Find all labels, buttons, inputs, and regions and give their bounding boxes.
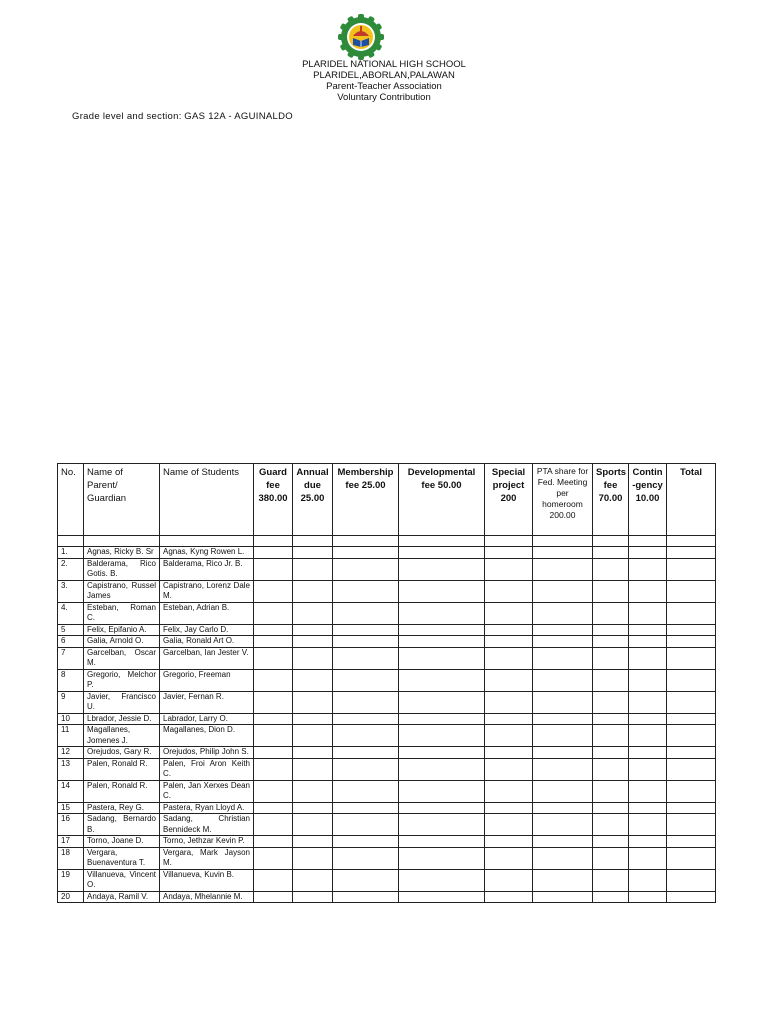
contingency-cell[interactable] — [629, 636, 667, 648]
developmental-fee-cell[interactable] — [399, 780, 485, 802]
empty-cell — [84, 536, 160, 547]
annual-due-cell[interactable] — [293, 725, 333, 747]
total-cell[interactable] — [667, 558, 716, 580]
guard-fee-cell[interactable] — [254, 580, 293, 602]
parent-name-cell: Balderama, Rico Gotis. B. — [84, 558, 160, 580]
table-header-row — [58, 464, 716, 536]
school-name: PLARIDEL NATIONAL HIGH SCHOOL — [302, 59, 466, 70]
pta-share-cell[interactable] — [533, 891, 593, 903]
guard-fee-cell[interactable] — [254, 713, 293, 725]
table-row — [58, 891, 716, 903]
special-project-cell[interactable] — [485, 636, 533, 648]
guard-fee-cell[interactable] — [254, 624, 293, 636]
table-row — [58, 814, 716, 836]
sports-fee-cell[interactable] — [593, 869, 629, 891]
student-name-cell: Vergara, Mark Jayson M. — [160, 847, 254, 869]
annual-due-cell[interactable] — [293, 602, 333, 624]
special-project-cell[interactable] — [485, 836, 533, 848]
contingency-cell[interactable] — [629, 580, 667, 602]
row-number-cell: 19 — [58, 869, 84, 891]
table-row — [58, 713, 716, 725]
guard-fee-cell[interactable] — [254, 836, 293, 848]
total-cell[interactable] — [667, 802, 716, 814]
parent-name-cell: Magallanes, Jomenes J. — [84, 725, 160, 747]
developmental-fee-cell[interactable] — [399, 691, 485, 713]
sports-fee-cell[interactable] — [593, 636, 629, 648]
row-number-cell: 12 — [58, 747, 84, 759]
total-cell[interactable] — [667, 747, 716, 759]
pta-share-cell[interactable] — [533, 624, 593, 636]
membership-fee-cell[interactable] — [333, 725, 399, 747]
guard-fee-cell[interactable] — [254, 747, 293, 759]
developmental-fee-cell[interactable] — [399, 624, 485, 636]
pta-share-cell[interactable] — [533, 547, 593, 559]
row-number-cell: 17 — [58, 836, 84, 848]
student-name-cell: Torno, Jethzar Kevin P. — [160, 836, 254, 848]
student-name-cell: Capistrano, Lorenz Dale M. — [160, 580, 254, 602]
developmental-fee-cell[interactable] — [399, 547, 485, 559]
association-name: Parent-Teacher Association — [326, 81, 442, 92]
row-number-cell: 18 — [58, 847, 84, 869]
special-project-cell[interactable] — [485, 558, 533, 580]
contingency-cell[interactable] — [629, 802, 667, 814]
parent-name-cell: Agnas, Ricky B. Sr — [84, 547, 160, 559]
table-row — [58, 624, 716, 636]
contingency-cell[interactable] — [629, 624, 667, 636]
membership-fee-cell[interactable] — [333, 558, 399, 580]
grade-section-label: Grade level and section: — [72, 111, 182, 122]
total-cell[interactable] — [667, 636, 716, 648]
parent-name-cell: Orejudos, Gary R. — [84, 747, 160, 759]
pta-share-cell[interactable] — [533, 558, 593, 580]
table-row — [58, 602, 716, 624]
document-subtitle: Voluntary Contribution — [337, 92, 431, 103]
parent-name-cell: Garcelban, Oscar M. — [84, 647, 160, 669]
student-name-cell: Magallanes, Dion D. — [160, 725, 254, 747]
developmental-fee-cell[interactable] — [399, 580, 485, 602]
developmental-fee-cell[interactable] — [399, 802, 485, 814]
parent-name-cell: Capistrano, Russel James — [84, 580, 160, 602]
membership-fee-cell[interactable] — [333, 713, 399, 725]
empty-cell — [485, 536, 533, 547]
parent-name-cell: Galia, Arnold O. — [84, 636, 160, 648]
header-parent: Name of Parent/ Guardian — [84, 464, 160, 536]
contingency-cell[interactable] — [629, 869, 667, 891]
header-sports-fee: Sports fee 70.00 — [593, 464, 629, 536]
pta-share-cell[interactable] — [533, 691, 593, 713]
pta-share-cell[interactable] — [533, 725, 593, 747]
total-cell[interactable] — [667, 847, 716, 869]
school-address: PLARIDEL,ABORLAN,PALAWAN — [313, 70, 455, 81]
table-row — [58, 847, 716, 869]
table-row — [58, 802, 716, 814]
guard-fee-cell[interactable] — [254, 636, 293, 648]
annual-due-cell[interactable] — [293, 891, 333, 903]
annual-due-cell[interactable] — [293, 558, 333, 580]
contingency-cell[interactable] — [629, 847, 667, 869]
student-name-cell: Agnas, Kyng Rowen L. — [160, 547, 254, 559]
sports-fee-cell[interactable] — [593, 547, 629, 559]
table-row — [58, 747, 716, 759]
contingency-cell[interactable] — [629, 725, 667, 747]
header-membership-fee: Membership fee 25.00 — [333, 464, 399, 536]
pta-share-cell[interactable] — [533, 758, 593, 780]
sports-fee-cell[interactable] — [593, 758, 629, 780]
pta-share-cell[interactable] — [533, 780, 593, 802]
special-project-cell[interactable] — [485, 847, 533, 869]
empty-cell — [58, 536, 84, 547]
header-guard-fee: Guard fee 380.00 — [254, 464, 293, 536]
guard-fee-cell[interactable] — [254, 869, 293, 891]
special-project-cell[interactable] — [485, 602, 533, 624]
pta-share-cell[interactable] — [533, 713, 593, 725]
developmental-fee-cell[interactable] — [399, 558, 485, 580]
total-cell[interactable] — [667, 780, 716, 802]
parent-name-cell: Villanueva, Vincent O. — [84, 869, 160, 891]
document-header — [0, 59, 768, 103]
sports-fee-cell[interactable] — [593, 624, 629, 636]
guard-fee-cell[interactable] — [254, 780, 293, 802]
header-special-project: Special project 200 — [485, 464, 533, 536]
developmental-fee-cell[interactable] — [399, 647, 485, 669]
guard-fee-cell[interactable] — [254, 814, 293, 836]
total-cell[interactable] — [667, 814, 716, 836]
row-number-cell: 7 — [58, 647, 84, 669]
special-project-cell[interactable] — [485, 624, 533, 636]
contingency-cell[interactable] — [629, 780, 667, 802]
contingency-cell[interactable] — [629, 669, 667, 691]
special-project-cell[interactable] — [485, 758, 533, 780]
contingency-cell[interactable] — [629, 747, 667, 759]
membership-fee-cell[interactable] — [333, 669, 399, 691]
student-name-cell: Labrador, Larry O. — [160, 713, 254, 725]
header-contingency: Contin -gency 10.00 — [629, 464, 667, 536]
student-name-cell: Andaya, Mhelannie M. — [160, 891, 254, 903]
sports-fee-cell[interactable] — [593, 891, 629, 903]
guard-fee-cell[interactable] — [254, 891, 293, 903]
header-pta-share: PTA share for Fed. Meeting per homeroom 200.00 — [533, 464, 593, 536]
guard-fee-cell[interactable] — [254, 847, 293, 869]
special-project-cell[interactable] — [485, 780, 533, 802]
guard-fee-cell[interactable] — [254, 758, 293, 780]
guard-fee-cell[interactable] — [254, 725, 293, 747]
sports-fee-cell[interactable] — [593, 780, 629, 802]
school-seal-icon — [338, 14, 384, 60]
contingency-cell[interactable] — [629, 547, 667, 559]
developmental-fee-cell[interactable] — [399, 869, 485, 891]
special-project-cell[interactable] — [485, 713, 533, 725]
membership-fee-cell[interactable] — [333, 847, 399, 869]
parent-name-cell: Felix, Epifanio A. — [84, 624, 160, 636]
membership-fee-cell[interactable] — [333, 647, 399, 669]
student-name-cell: Felix, Jay Carlo D. — [160, 624, 254, 636]
annual-due-cell[interactable] — [293, 836, 333, 848]
annual-due-cell[interactable] — [293, 713, 333, 725]
guard-fee-cell[interactable] — [254, 802, 293, 814]
membership-fee-cell[interactable] — [333, 580, 399, 602]
header-student: Name of Students — [160, 464, 254, 536]
developmental-fee-cell[interactable] — [399, 891, 485, 903]
table-row — [58, 758, 716, 780]
total-cell[interactable] — [667, 869, 716, 891]
membership-fee-cell[interactable] — [333, 814, 399, 836]
guard-fee-cell[interactable] — [254, 669, 293, 691]
pta-share-cell[interactable] — [533, 669, 593, 691]
sports-fee-cell[interactable] — [593, 713, 629, 725]
table-row — [58, 725, 716, 747]
table-spacer-row — [58, 536, 716, 547]
parent-name-cell: Gregorio, Melchor P. — [84, 669, 160, 691]
parent-name-cell: Pastera, Rey G. — [84, 802, 160, 814]
parent-name-cell: Sadang, Bernardo B. — [84, 814, 160, 836]
student-name-cell: Sadang, Christian Bennideck M. — [160, 814, 254, 836]
parent-name-cell: Javier, Francisco U. — [84, 691, 160, 713]
empty-cell — [333, 536, 399, 547]
total-cell[interactable] — [667, 647, 716, 669]
annual-due-cell[interactable] — [293, 869, 333, 891]
sports-fee-cell[interactable] — [593, 647, 629, 669]
contingency-cell[interactable] — [629, 602, 667, 624]
membership-fee-cell[interactable] — [333, 602, 399, 624]
table-row — [58, 547, 716, 559]
contingency-cell[interactable] — [629, 758, 667, 780]
annual-due-cell[interactable] — [293, 758, 333, 780]
annual-due-cell[interactable] — [293, 691, 333, 713]
developmental-fee-cell[interactable] — [399, 713, 485, 725]
table-row — [58, 636, 716, 648]
annual-due-cell[interactable] — [293, 624, 333, 636]
membership-fee-cell[interactable] — [333, 624, 399, 636]
sports-fee-cell[interactable] — [593, 802, 629, 814]
annual-due-cell[interactable] — [293, 780, 333, 802]
parent-name-cell: Torno, Joane D. — [84, 836, 160, 848]
contribution-table — [57, 463, 716, 903]
annual-due-cell[interactable] — [293, 747, 333, 759]
contingency-cell[interactable] — [629, 814, 667, 836]
developmental-fee-cell[interactable] — [399, 814, 485, 836]
student-name-cell: Orejudos, Philip John S. — [160, 747, 254, 759]
grade-section-value: GAS 12A - AGUINALDO — [184, 111, 293, 122]
total-cell[interactable] — [667, 891, 716, 903]
empty-cell — [293, 536, 333, 547]
membership-fee-cell[interactable] — [333, 691, 399, 713]
membership-fee-cell[interactable] — [333, 836, 399, 848]
developmental-fee-cell[interactable] — [399, 602, 485, 624]
student-name-cell: Palen, Froi Aron Keith C. — [160, 758, 254, 780]
header-total: Total — [667, 464, 716, 536]
annual-due-cell[interactable] — [293, 847, 333, 869]
pta-share-cell[interactable] — [533, 602, 593, 624]
total-cell[interactable] — [667, 758, 716, 780]
student-name-cell: Galia, Ronald Art O. — [160, 636, 254, 648]
row-number-cell: 1. — [58, 547, 84, 559]
total-cell[interactable] — [667, 602, 716, 624]
row-number-cell: 2. — [58, 558, 84, 580]
empty-cell — [254, 536, 293, 547]
total-cell[interactable] — [667, 713, 716, 725]
row-number-cell: 5 — [58, 624, 84, 636]
empty-cell — [399, 536, 485, 547]
special-project-cell[interactable] — [485, 580, 533, 602]
row-number-cell: 8 — [58, 669, 84, 691]
student-name-cell: Esteban, Adrian B. — [160, 602, 254, 624]
parent-name-cell: Palen, Ronald R. — [84, 780, 160, 802]
student-name-cell: Palen, Jan Xerxes Dean C. — [160, 780, 254, 802]
sports-fee-cell[interactable] — [593, 814, 629, 836]
membership-fee-cell[interactable] — [333, 547, 399, 559]
membership-fee-cell[interactable] — [333, 780, 399, 802]
empty-cell — [667, 536, 716, 547]
contingency-cell[interactable] — [629, 558, 667, 580]
sports-fee-cell[interactable] — [593, 836, 629, 848]
developmental-fee-cell[interactable] — [399, 747, 485, 759]
membership-fee-cell[interactable] — [333, 869, 399, 891]
row-number-cell: 3. — [58, 580, 84, 602]
pta-share-cell[interactable] — [533, 647, 593, 669]
membership-fee-cell[interactable] — [333, 802, 399, 814]
total-cell[interactable] — [667, 725, 716, 747]
total-cell[interactable] — [667, 624, 716, 636]
contingency-cell[interactable] — [629, 647, 667, 669]
total-cell[interactable] — [667, 547, 716, 559]
developmental-fee-cell[interactable] — [399, 758, 485, 780]
special-project-cell[interactable] — [485, 647, 533, 669]
developmental-fee-cell[interactable] — [399, 669, 485, 691]
parent-name-cell: Esteban, Roman C. — [84, 602, 160, 624]
contingency-cell[interactable] — [629, 713, 667, 725]
annual-due-cell[interactable] — [293, 636, 333, 648]
header-no: No. — [58, 464, 84, 536]
parent-name-cell: Palen, Ronald R. — [84, 758, 160, 780]
table-row — [58, 558, 716, 580]
table-row — [58, 780, 716, 802]
sports-fee-cell[interactable] — [593, 558, 629, 580]
special-project-cell[interactable] — [485, 869, 533, 891]
row-number-cell: 9 — [58, 691, 84, 713]
developmental-fee-cell[interactable] — [399, 847, 485, 869]
special-project-cell[interactable] — [485, 891, 533, 903]
parent-name-cell: Lbrador, Jessie D. — [84, 713, 160, 725]
developmental-fee-cell[interactable] — [399, 836, 485, 848]
special-project-cell[interactable] — [485, 814, 533, 836]
student-name-cell: Garcelban, Ian Jester V. — [160, 647, 254, 669]
guard-fee-cell[interactable] — [254, 602, 293, 624]
row-number-cell: 10 — [58, 713, 84, 725]
annual-due-cell[interactable] — [293, 802, 333, 814]
header-developmental-fee: Developmental fee 50.00 — [399, 464, 485, 536]
guard-fee-cell[interactable] — [254, 647, 293, 669]
total-cell[interactable] — [667, 669, 716, 691]
total-cell[interactable] — [667, 691, 716, 713]
parent-name-cell: Andaya, Ramil V. — [84, 891, 160, 903]
row-number-cell: 20 — [58, 891, 84, 903]
table-row — [58, 580, 716, 602]
table-row — [58, 647, 716, 669]
pta-share-cell[interactable] — [533, 814, 593, 836]
contingency-cell[interactable] — [629, 891, 667, 903]
contingency-cell[interactable] — [629, 836, 667, 848]
sports-fee-cell[interactable] — [593, 747, 629, 759]
sports-fee-cell[interactable] — [593, 725, 629, 747]
sports-fee-cell[interactable] — [593, 669, 629, 691]
developmental-fee-cell[interactable] — [399, 636, 485, 648]
row-number-cell: 15 — [58, 802, 84, 814]
empty-cell — [593, 536, 629, 547]
special-project-cell[interactable] — [485, 669, 533, 691]
student-name-cell: Pastera, Ryan Lloyd A. — [160, 802, 254, 814]
row-number-cell: 16 — [58, 814, 84, 836]
special-project-cell[interactable] — [485, 547, 533, 559]
annual-due-cell[interactable] — [293, 647, 333, 669]
row-number-cell: 11 — [58, 725, 84, 747]
annual-due-cell[interactable] — [293, 547, 333, 559]
pta-share-cell[interactable] — [533, 869, 593, 891]
header-annual-due: Annual due 25.00 — [293, 464, 333, 536]
student-name-cell: Villanueva, Kuvin B. — [160, 869, 254, 891]
pta-share-cell[interactable] — [533, 636, 593, 648]
pta-share-cell[interactable] — [533, 580, 593, 602]
table-row — [58, 669, 716, 691]
student-name-cell: Gregorio, Freeman — [160, 669, 254, 691]
sports-fee-cell[interactable] — [593, 847, 629, 869]
sports-fee-cell[interactable] — [593, 580, 629, 602]
table-row — [58, 691, 716, 713]
row-number-cell: 6 — [58, 636, 84, 648]
annual-due-cell[interactable] — [293, 580, 333, 602]
table-row — [58, 869, 716, 891]
special-project-cell[interactable] — [485, 802, 533, 814]
pta-share-cell[interactable] — [533, 847, 593, 869]
guard-fee-cell[interactable] — [254, 547, 293, 559]
special-project-cell[interactable] — [485, 725, 533, 747]
contingency-cell[interactable] — [629, 691, 667, 713]
membership-fee-cell[interactable] — [333, 891, 399, 903]
membership-fee-cell[interactable] — [333, 636, 399, 648]
student-name-cell: Balderama, Rico Jr. B. — [160, 558, 254, 580]
developmental-fee-cell[interactable] — [399, 725, 485, 747]
grade-section-line — [72, 111, 293, 122]
special-project-cell[interactable] — [485, 747, 533, 759]
parent-name-cell: Vergara, Buenaventura T. — [84, 847, 160, 869]
membership-fee-cell[interactable] — [333, 747, 399, 759]
row-number-cell: 13 — [58, 758, 84, 780]
membership-fee-cell[interactable] — [333, 758, 399, 780]
student-name-cell: Javier, Fernan R. — [160, 691, 254, 713]
pta-share-cell[interactable] — [533, 802, 593, 814]
empty-cell — [629, 536, 667, 547]
guard-fee-cell[interactable] — [254, 558, 293, 580]
total-cell[interactable] — [667, 836, 716, 848]
sports-fee-cell[interactable] — [593, 691, 629, 713]
sports-fee-cell[interactable] — [593, 602, 629, 624]
table-row — [58, 836, 716, 848]
total-cell[interactable] — [667, 580, 716, 602]
pta-share-cell[interactable] — [533, 747, 593, 759]
row-number-cell: 14 — [58, 780, 84, 802]
row-number-cell: 4. — [58, 602, 84, 624]
empty-cell — [533, 536, 593, 547]
annual-due-cell[interactable] — [293, 814, 333, 836]
pta-share-cell[interactable] — [533, 836, 593, 848]
special-project-cell[interactable] — [485, 691, 533, 713]
annual-due-cell[interactable] — [293, 669, 333, 691]
guard-fee-cell[interactable] — [254, 691, 293, 713]
empty-cell — [160, 536, 254, 547]
